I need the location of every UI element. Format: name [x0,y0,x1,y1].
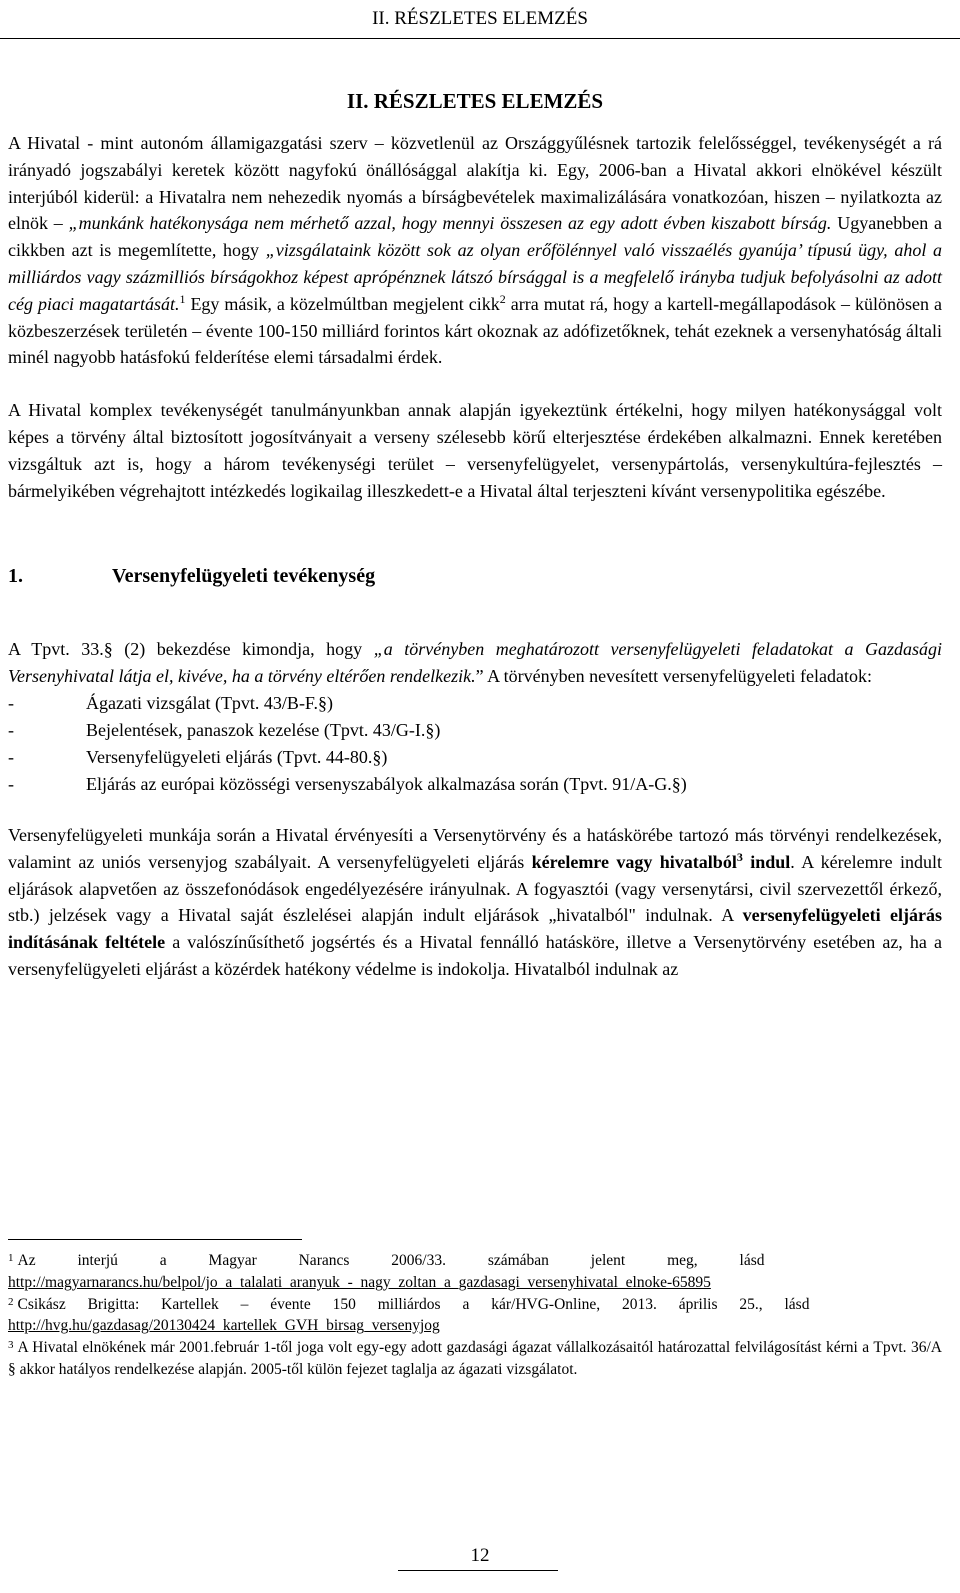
p3-text-b: ” A törvényben nevesített versenyfelügyeleti feladatok: [475,666,873,687]
p4-bold-1: kérelemre vagy hivatalból [531,851,737,872]
list-item-text: Versenyfelügyeleti eljárás (Tpvt. 44-80.§) [86,746,388,767]
footnote-mark: 2 [8,1295,14,1308]
footnote-mark: 3 [8,1339,14,1352]
spacer [8,371,942,397]
footnote-ref-3[interactable]: 3 [736,849,743,864]
list-item [8,717,942,744]
footnote-ref-1[interactable]: 1 [179,291,186,306]
list-item [8,690,942,717]
footnote-3 [8,1337,942,1381]
footnote-link[interactable]: http://hvg.hu/gazdasag/20130424_kartellek_GVH_birsag_versenyjog [8,1317,440,1335]
list-dash: - [8,746,14,767]
paragraph-3 [8,636,942,690]
p4-bold-2: indul [742,851,791,872]
footnote-separator [8,1239,302,1240]
p1-quote-2: „vizsgálataink között sok az olyan erőfölénnyel való visszaélés gyanúja’ típusú ügy, ahol a milliárdos vagy százmilliós bírságokhoz képest aprópénznek látszó bírsággal is a megfelelő irányba tudjuk befolyásolni az adott cég piaci magatartását. [8,240,942,314]
task-list [8,690,942,798]
p3-text-a: A Tpvt. 33.§ (2) bekezdése kimondja, hogy [8,639,374,660]
footnote-2 [8,1294,942,1338]
footnote-ref-2[interactable]: 2 [499,291,506,306]
main-text [8,86,942,983]
p4-text-b: . A kérelemre indult eljárások alapvetően az összefonódások engedélyezésére irányulnak. A fogyasztói (vagy versenytársi, civil szervezettől érkező, stb.) jelzések vagy a Hivatal saját észlelései alapján indult eljárások „hivatalból" indulnak. A [8,851,942,926]
p1-text-a: A Hivatal - mint autonóm államigazgatási szerv – közvetlenül az Országgyűlésnek tartozik felelősséggel, tevékenységét a rá irányadó jogszabályi keretek között nagyfokú önállósággal alakítja ki. Egy, 2006-ban a Hivatal akkori elnökével készült interjúból kiderül: a Hivatalra nem nehezedik nyomás a bírságbevételek maximalizálására vonatkozóan, hiszen – nyilatkozta az elnök – [8,133,942,234]
footnote-link[interactable]: http://magyarnarancs.hu/belpol/jo_a_talalati_aranyuk_-_nagy_zoltan_a_gazdasagi_versenyhivatal_elnoke-65895 [8,1273,711,1291]
footnote-text: A Hivatal elnökének már 2001.február 1-től joga volt egy-egy adott gazdasági ágazat vállalkozásaitól határozattal felvilágosítást kérni a Tpvt. 36/A § akkor hatályos rendelkezése alapján. 2005-től külön fejezet taglalja az ágazati vizsgálatot. [8,1339,942,1378]
p1-text-b: Ugyanebben a cikkben azt is megemlítette, hogy [8,213,942,261]
paragraph-4 [8,822,942,983]
list-item-text: Ágazati vizsgálat (Tpvt. 43/B-F.§) [86,692,333,713]
list-dash: - [8,719,14,740]
subsection-title [8,562,942,590]
subsection-number: 1. [8,565,23,588]
list-item [8,771,942,798]
subsection-title-text: Versenyfelügyeleti tevékenység [112,565,376,588]
p3-quote: „a törvényben meghatározott versenyfelügyeleti feladatokat a Gazdasági Versenyhivatal látja el, kivéve, ha a törvény eltérően rendelkezik. [8,639,943,687]
footnote-text: Az interjú a Magyar Narancs 2006/33. számában jelent meg, lásd [17,1252,765,1269]
footnote-text: Csikász Brigitta: Kartellek – évente 150 milliárdos a kár/HVG-Online, 2013. április 25., lásd [17,1295,810,1313]
paragraph-1 [8,130,942,371]
page-number: 12 [470,1545,490,1566]
p1-text-d: arra mutat rá, hogy a kartell-megállapodások – különösen a közbeszerzések területén – évente 100-150 milliárd forintos kárt okoznak az adófizetőknek, tehát ezeknek a versenyhatóság általi minél nagyobb hatásfokú felderítése elemi társadalmi érdek. [8,293,942,368]
page-number-rule [398,1570,558,1571]
footnotes [8,1250,942,1381]
running-header-text: II. RÉSZLETES ELEMZÉS [372,8,588,29]
spacer [8,798,942,822]
list-item-text: Bejelentések, panaszok kezelése (Tpvt. 43/G-I.§) [86,719,441,740]
paragraph-2: A Hivatal komplex tevékenységét tanulmányunkban annak alapján igyekeztünk értékelni, hogy milyen hatékonysággal volt képes a törvény által biztosított jogosítványait a verseny szélesebb körű elterjesztése érdekében alkalmazni. Ennek keretében vizsgáltuk azt is, hogy a három tevékenységi terület – versenyfelügyelet, versenypártolás, versenykultúra-fejlesztés – bármelyikében végrehajtott intézkedés logikailag illeszkedett-e a Hivatal által terjeszteni kívánt versenypolitika egészébe. [8,400,942,501]
list-dash: - [8,773,14,794]
running-header [0,4,960,39]
section-heading: II. RÉSZLETES ELEMZÉS [346,89,604,113]
footnote-1 [8,1250,942,1294]
p1-text-c: Egy másik, a közelmúltban megjelent cikk [185,293,500,314]
p4-text-c: a valószínűsíthető jogsértés és a Hivatal fennálló hatásköre, illetve a Versenytörvény esetében az, ha a versenyfelügyeleti eljárást a közérdek hatékony védelme is indokolja. Hivatalból indulnak az [8,932,942,979]
footnote-mark: 1 [8,1252,14,1264]
list-item-text: Eljárás az európai közösségi versenyszabályok alkalmazása során (Tpvt. 91/A-G.§) [86,773,687,794]
list-item [8,744,942,771]
p1-quote-1: „munkánk hatékonysága nem mérhető azzal, hogy mennyi összesen az egy adott évben kiszabott bírság. [68,213,832,234]
list-dash: - [8,692,14,713]
p4-text-a: Versenyfelügyeleti munkája során a Hivatal érvényesíti a Versenytörvény és a hatáskörébe tartozó más törvényi rendelkezések, valamint az uniós versenyjog szabályait. A versenyfelügyeleti eljárás [8,824,942,872]
spacer [8,590,942,636]
p4-bold-3: versenyfelügyeleti eljárás indításának feltétele [8,905,942,953]
